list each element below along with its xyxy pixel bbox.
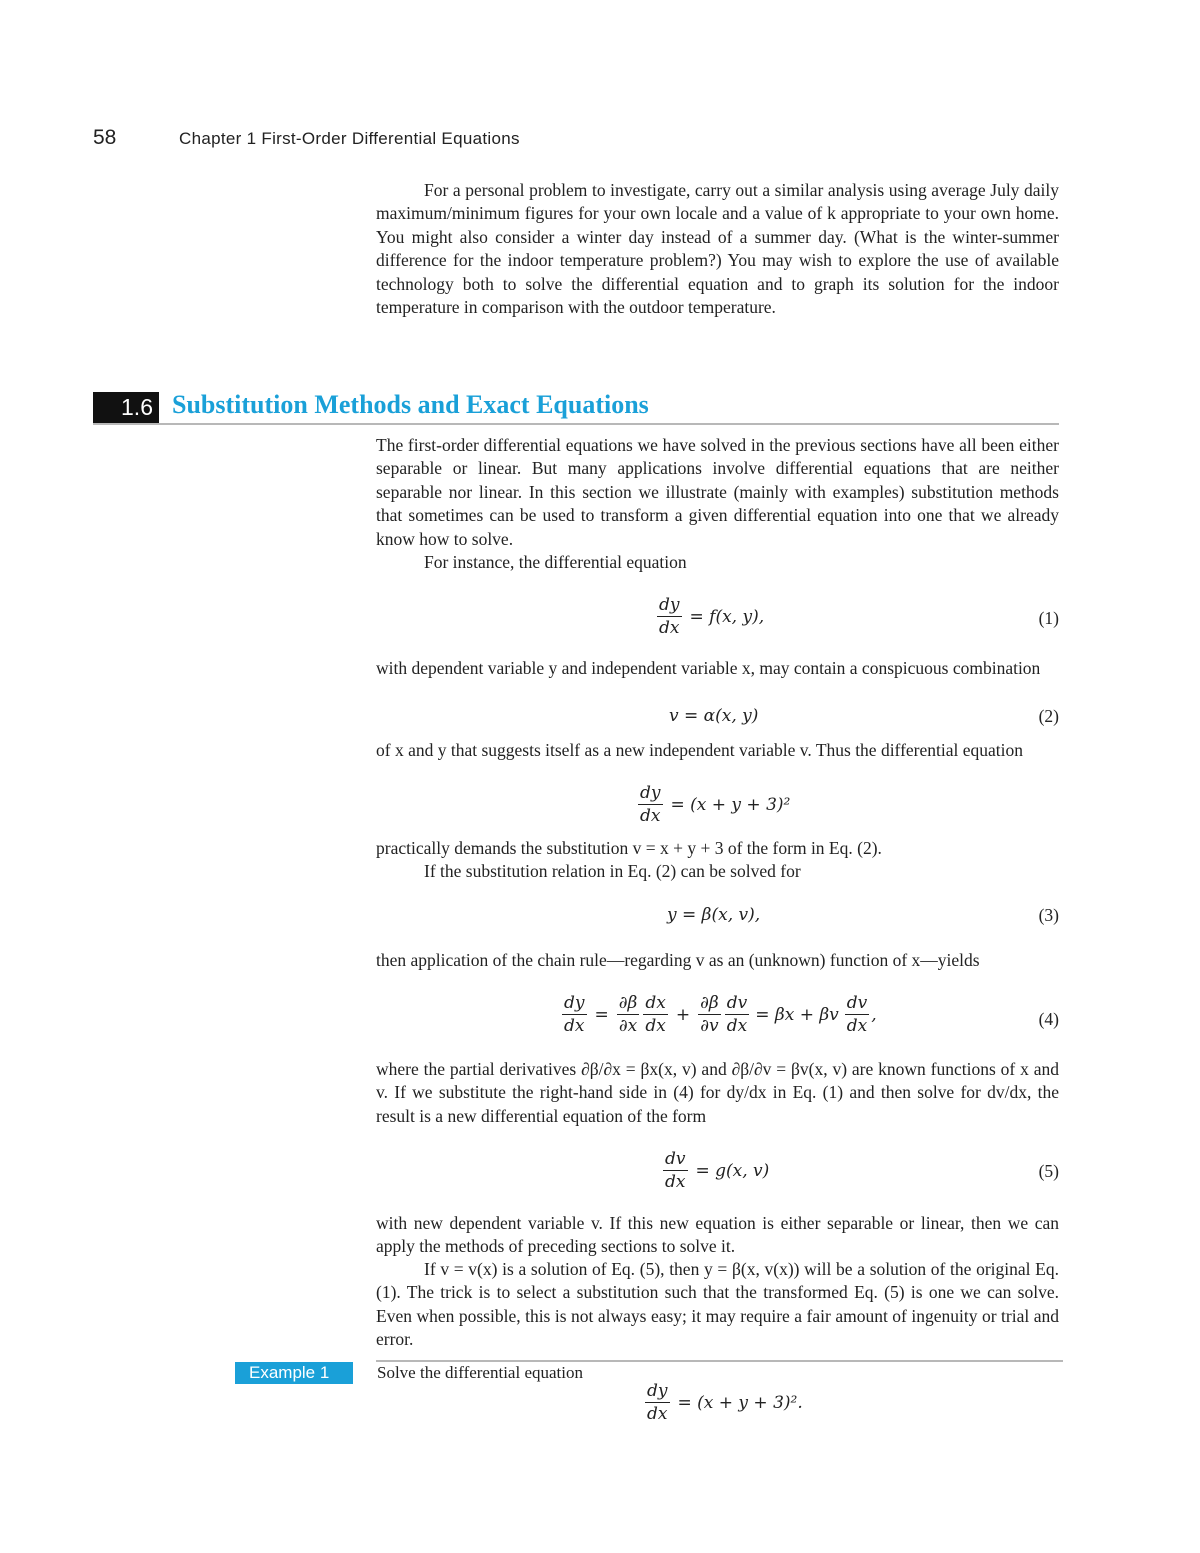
paragraph-3: with dependent variable y and independent variable x, may contain a conspicuous combination bbox=[376, 658, 1041, 678]
paragraph-7: then application of the chain rule—regarding v as an (unknown) function of x—yields bbox=[376, 950, 980, 970]
example-1-equation: $\frac{dy}{dx}$ = (x + y + 3)². bbox=[647, 1381, 803, 1424]
paragraph-2: For instance, the differential equation bbox=[424, 552, 687, 572]
equation-1: $\frac{dy}{dx}$ = f(x, y), bbox=[659, 595, 765, 638]
paragraph-6: If the substitution relation in Eq. (2) can be solved for bbox=[424, 861, 801, 881]
paragraph-1: The first-order differential equations we have solved in the previous sections have all been either separable or linear. But many applications involve differential equations that are neither separable nor linear. In this section we illustrate (mainly with examples) substitution methods that sometimes can be used to transform a given differential equation into one that we already know how to solve. bbox=[376, 435, 1059, 549]
equation-5: $\frac{dv}{dx}$ = g(x, v) bbox=[665, 1149, 770, 1192]
section-rule bbox=[93, 423, 1059, 425]
paragraph-4: of x and y that suggests itself as a new independent variable v. Thus the differential equation bbox=[376, 740, 1023, 760]
equation-2-label: (2) bbox=[1038, 706, 1059, 726]
paragraph-5: practically demands the substitution v = x + y + 3 of the form in Eq. (2). bbox=[376, 838, 882, 858]
example-text: Solve the differential equation bbox=[377, 1363, 583, 1382]
equation-4-label: (4) bbox=[1038, 1009, 1059, 1029]
page-number: 58 bbox=[93, 126, 117, 149]
intro-paragraph: For a personal problem to investigate, carry out a similar analysis using average July daily maximum/minimum figures for your own locale and a value of k appropriate to your own home. You might also consider a winter day instead of a summer day. (What is the winter-summer difference for the indoor temperature problem?) You may wish to explore the use of available technology both to solve the differential equation and to graph its solution for the indoor temperature in comparison with the outdoor temperature. bbox=[376, 180, 1059, 318]
paragraph-9: with new dependent variable v. If this new equation is either separable or linear, then we can apply the methods of preceding sections to solve it. bbox=[376, 1213, 1059, 1257]
equation-4: $\frac{dy}{dx}$ = $\frac{\partial\beta}{\partial x}$ $\frac{dx}{dx}$ + $\frac{\partial\beta}{\partial v}$ $\frac{dv}{dx}$ = βx + βv $\frac{dv}{dx}$ , bbox=[564, 993, 877, 1036]
example-equation: $\frac{dy}{dx}$ = (x + y + 3)² bbox=[640, 783, 791, 826]
equation-1-label: (1) bbox=[1038, 608, 1059, 628]
paragraph-8: where the partial derivatives ∂β/∂x = βx(x, v) and ∂β/∂v = βv(x, v) are known functions of x and v. If we substitute the right-hand side in (4) for dy/dx in Eq. (1) and then solve for dv/dx, the result is a new differential equation of the form bbox=[376, 1059, 1059, 1126]
equation-5-label: (5) bbox=[1038, 1161, 1059, 1181]
section-number: 1.6 bbox=[93, 392, 159, 423]
paragraph-10: If v = v(x) is a solution of Eq. (5), then y = β(x, v(x)) will be a solution of the original Eq. (1). The trick is to select a substitution such that the transformed Eq. (5) is one we can solve. Even when possible, this is not always easy; it may require a fair amount of ingenuity or trial and error. bbox=[376, 1259, 1059, 1350]
section-title: Substitution Methods and Exact Equations bbox=[172, 390, 649, 419]
running-head: Chapter 1 First-Order Differential Equations bbox=[179, 129, 520, 148]
equation-3-label: (3) bbox=[1038, 905, 1059, 925]
equation-2: v = α(x, y) bbox=[669, 706, 759, 726]
example-rule bbox=[376, 1360, 1063, 1362]
example-label: Example 1 bbox=[235, 1362, 353, 1384]
equation-3: y = β(x, v), bbox=[667, 905, 761, 925]
